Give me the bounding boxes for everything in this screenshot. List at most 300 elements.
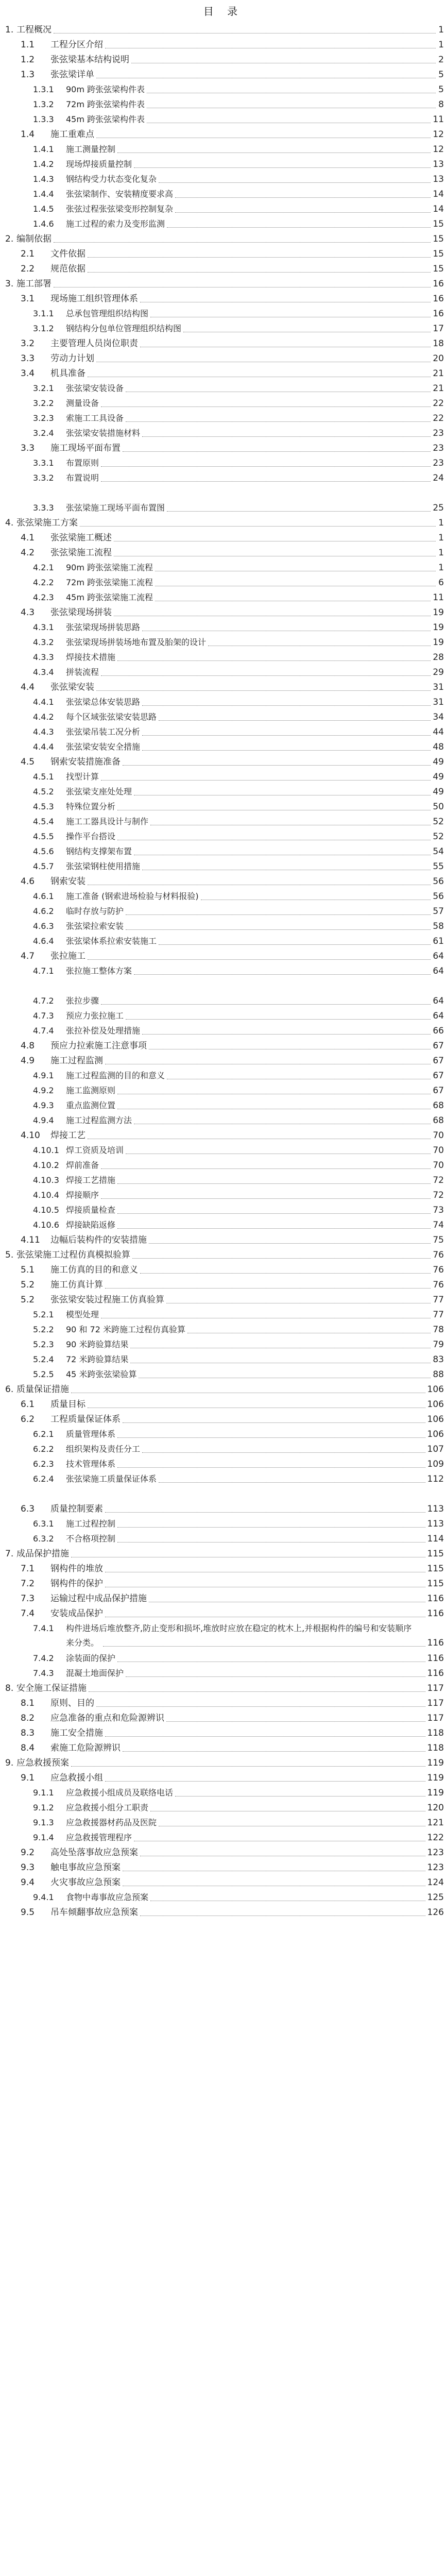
toc-entry[interactable] (0, 426, 446, 440)
toc-dot-leader (54, 242, 431, 243)
toc-entry[interactable] (0, 127, 446, 142)
toc-entry[interactable] (0, 1532, 446, 1546)
toc-entry[interactable] (0, 1577, 446, 1591)
toc-entry-page: 77 (433, 1295, 444, 1305)
toc-entry-page: 125 (427, 1892, 444, 1903)
toc-entry-title: 测量设备 (66, 398, 99, 408)
toc-entry[interactable] (0, 1741, 446, 1755)
toc-entry-page: 16 (433, 279, 444, 289)
toc-entry[interactable] (0, 262, 446, 276)
toc-entry[interactable] (0, 292, 446, 306)
toc-entry[interactable] (0, 1323, 446, 1337)
toc-entry-page: 78 (433, 1325, 444, 1335)
toc-entry-number: 5.2.3 (33, 1340, 54, 1349)
toc-entry-title: 操作平台搭设 (66, 832, 116, 841)
toc-dot-leader (134, 974, 431, 975)
toc-entry-page: 58 (433, 921, 444, 931)
toc-entry[interactable] (0, 247, 446, 261)
toc-entry-number: 4.10.1 (33, 1145, 59, 1155)
toc-entry-title: 工程概况 (16, 25, 52, 35)
toc-dot-leader (117, 1437, 425, 1438)
toc-entry[interactable] (0, 874, 446, 889)
toc-entry-title: 施工仿真的目的和意义 (50, 1265, 138, 1275)
toc-entry-number: 1.2 (21, 55, 35, 65)
toc-entry[interactable] (0, 1621, 446, 1650)
toc-entry-number: 6.2 (21, 1414, 35, 1425)
toc-entry[interactable] (0, 590, 446, 605)
toc-entry-number: 9.2 (21, 1848, 35, 1858)
toc-entry[interactable] (0, 710, 446, 724)
toc-entry[interactable] (0, 381, 446, 396)
toc-entry-number: 4.9.3 (33, 1100, 54, 1110)
toc-entry-title: 钢构件的堆放 (50, 1564, 103, 1574)
toc-entry[interactable] (0, 396, 446, 411)
toc-entry-title: 张弦梁施工过程仿真模拟验算 (16, 1250, 130, 1260)
toc-entry-title: 张弦梁施工方案 (16, 518, 78, 528)
toc-entry[interactable] (0, 680, 446, 694)
toc-entry-title: 工程质量保证体系 (50, 1414, 121, 1425)
toc-entry-title: 施工过程的索力及变形监测 (66, 219, 165, 229)
toc-entry[interactable] (0, 949, 446, 963)
toc-entry[interactable] (0, 725, 446, 739)
toc-entry-number: 9.4 (21, 1877, 35, 1888)
toc-entry[interactable] (0, 1382, 446, 1397)
toc-spacer (0, 486, 446, 500)
toc-dot-leader (140, 1273, 431, 1274)
toc-entry-number: 3.1.2 (33, 324, 54, 333)
toc-entry[interactable] (0, 1308, 446, 1322)
toc-entry[interactable] (0, 1113, 446, 1128)
toc-entry[interactable] (0, 1039, 446, 1053)
toc-entry[interactable] (0, 1069, 446, 1083)
toc-entry[interactable] (0, 82, 446, 97)
toc-entry-title: 45m 跨张弦梁构件表 (66, 114, 145, 124)
toc-entry-number: 4.9.1 (33, 1071, 54, 1080)
toc-entry-number: 5.2.2 (33, 1325, 54, 1334)
toc-entry-page: 113 (427, 1504, 444, 1514)
toc-entry-page: 19 (433, 637, 444, 648)
toc-dot-leader (175, 197, 431, 198)
toc-entry[interactable] (0, 1173, 446, 1188)
toc-entry-number: 3.3.3 (33, 503, 54, 513)
toc-entry[interactable] (0, 1009, 446, 1023)
toc-dot-leader (101, 406, 431, 407)
toc-entry-page: 119 (427, 1788, 444, 1798)
toc-entry-number: 4.10.5 (33, 1205, 59, 1215)
toc-entry-page: 116 (427, 1668, 444, 1679)
toc-entry[interactable] (0, 1427, 446, 1442)
toc-entry-title: 焊前准备 (66, 1160, 99, 1170)
toc-entry[interactable] (0, 575, 446, 590)
toc-entry[interactable] (0, 770, 446, 784)
toc-entry-title: 运输过程中成品保护措施 (50, 1594, 147, 1604)
toc-entry-number: 4.10.2 (33, 1160, 59, 1170)
toc-entry-page: 67 (433, 1041, 444, 1051)
toc-entry[interactable] (0, 1143, 446, 1158)
toc-entry[interactable] (0, 1248, 446, 1262)
toc-entry-page: 116 (427, 1638, 444, 1648)
toc-entry-page: 50 (433, 802, 444, 812)
toc-entry-title: 90 和 72 米跨施工过程仿真验算 (66, 1325, 185, 1334)
toc-entry-title: 现场焊接质量控制 (66, 159, 132, 169)
toc-entry-page: 34 (433, 712, 444, 722)
toc-entry-page: 56 (433, 891, 444, 902)
toc-dot-leader (167, 227, 431, 228)
toc-entry[interactable] (0, 785, 446, 799)
toc-entry-number: 4.4.3 (33, 727, 54, 737)
toc-entry-number: 6.2.3 (33, 1459, 54, 1469)
toc-entry-page: 28 (433, 652, 444, 663)
toc-entry[interactable] (0, 859, 446, 874)
toc-entry-number: 4.2.1 (33, 563, 54, 572)
toc-entry[interactable] (0, 1024, 446, 1038)
toc-entry-page: 74 (433, 1220, 444, 1230)
toc-entry[interactable] (0, 919, 446, 934)
toc-entry[interactable] (0, 1188, 446, 1202)
toc-entry[interactable] (0, 441, 446, 455)
toc-entry[interactable] (0, 1562, 446, 1576)
toc-entry[interactable] (0, 351, 446, 366)
toc-entry-number: 8.1 (21, 1698, 35, 1708)
toc-entry-page: 13 (433, 159, 444, 170)
toc-entry-number: 3.3.1 (33, 458, 54, 468)
toc-entry-title: 施工过程监测 (50, 1056, 103, 1066)
toc-entry[interactable] (0, 1054, 446, 1068)
toc-entry-number: 4. (5, 518, 14, 528)
toc-entry-title: 组织架构及责任分工 (66, 1444, 141, 1454)
toc-entry-page: 64 (433, 1011, 444, 1021)
toc-entry-title: 钢构件的保护 (50, 1579, 103, 1589)
toc-entry-page: 22 (433, 398, 444, 409)
toc-entry-title: 找型计算 (66, 772, 99, 782)
toc-entry[interactable] (0, 1860, 446, 1875)
toc-entry-page: 109 (427, 1459, 444, 1469)
toc-dot-leader (142, 735, 431, 736)
toc-entry[interactable] (0, 635, 446, 650)
toc-entry-number: 4.11 (21, 1235, 40, 1245)
toc-entry-number: 4.5.7 (33, 861, 54, 871)
toc-entry-page: 114 (427, 1534, 444, 1544)
toc-entry-title: 张弦梁支座处处理 (66, 787, 132, 796)
toc-entry[interactable] (0, 172, 446, 187)
toc-entry-title: 应急救援小组成员及联络电话 (66, 1788, 174, 1798)
toc-entry[interactable] (0, 1472, 446, 1486)
toc-entry-title: 张弦梁安装安全措施 (66, 742, 141, 752)
toc-entry[interactable] (0, 1218, 446, 1232)
toc-entry[interactable] (0, 1651, 446, 1666)
toc-entry-title: 编制依据 (16, 234, 52, 244)
toc-entry-page: 116 (427, 1594, 444, 1604)
toc-entry[interactable] (0, 1278, 446, 1292)
toc-entry-number: 3.2.2 (33, 398, 54, 408)
toc-entry[interactable] (0, 142, 446, 157)
toc-entry[interactable] (0, 740, 446, 754)
toc-entry[interactable] (0, 934, 446, 948)
toc-dot-leader (101, 466, 431, 467)
toc-entry-page: 25 (433, 503, 444, 513)
toc-entry-title: 规范依据 (50, 264, 85, 274)
toc-entry-page: 64 (433, 966, 444, 976)
toc-entry[interactable] (0, 1591, 446, 1606)
toc-entry[interactable] (0, 217, 446, 231)
toc-entry-number: 4.7.2 (33, 996, 54, 1006)
toc-entry-number: 5. (5, 1250, 14, 1260)
toc-entry-page: 1 (438, 533, 444, 543)
toc-entry-page: 49 (433, 772, 444, 782)
toc-entry[interactable] (0, 1412, 446, 1427)
page-title: 目 录 (203, 5, 243, 18)
toc-entry[interactable] (0, 1726, 446, 1740)
toc-entry-title: 张弦梁基本结构说明 (50, 55, 129, 65)
toc-entry-page: 113 (427, 1519, 444, 1529)
toc-entry[interactable] (0, 755, 446, 769)
toc-entry-title: 总承包管理组织结构图 (66, 309, 149, 318)
toc-entry-title: 重点监测位置 (66, 1100, 116, 1110)
toc-entry[interactable] (0, 1158, 446, 1173)
toc-entry-title: 90m 跨张弦梁施工流程 (66, 563, 153, 572)
toc-spacer (0, 1487, 446, 1501)
toc-entry[interactable] (0, 829, 446, 844)
toc-entry[interactable] (0, 1711, 446, 1725)
toc-entry-page: 16 (433, 294, 444, 304)
toc-entry[interactable] (0, 38, 446, 52)
toc-entry-title: 火灾事故应急预案 (50, 1877, 121, 1888)
toc-entry-title: 原则、目的 (50, 1698, 94, 1708)
toc-entry[interactable] (0, 1442, 446, 1456)
toc-entry-page: 1 (438, 563, 444, 573)
toc-entry-page: 106 (427, 1384, 444, 1395)
toc-entry-page: 124 (427, 1877, 444, 1888)
toc-entry[interactable] (0, 1681, 446, 1696)
toc-entry[interactable] (0, 1771, 446, 1785)
toc-entry-title: 索施工工具设备 (66, 413, 124, 423)
toc-dot-leader (88, 959, 431, 960)
toc-entry-title: 现场施工组织管理体系 (50, 294, 138, 304)
toc-entry-page: 79 (433, 1340, 444, 1350)
toc-entry-page: 23 (433, 458, 444, 468)
toc-entry[interactable] (0, 321, 446, 336)
toc-entry-page: 31 (433, 697, 444, 707)
toc-entry-title: 72m 跨张弦梁构件表 (66, 99, 145, 109)
toc-entry-title: 钢索安装 (50, 876, 85, 887)
toc-entry[interactable] (0, 366, 446, 381)
toc-dot-leader (117, 1527, 425, 1528)
toc-entry-title: 张弦梁施工流程 (50, 548, 112, 558)
toc-entry-title: 焊工资质及培训 (66, 1145, 124, 1155)
toc-entry[interactable] (0, 1517, 446, 1531)
toc-entry-number: 1. (5, 25, 14, 35)
toc-entry-number: 4.7.1 (33, 966, 54, 976)
toc-entry[interactable] (0, 1606, 446, 1621)
toc-entry[interactable] (0, 53, 446, 67)
toc-entry-title: 触电事故应急预案 (50, 1862, 121, 1873)
toc-entry[interactable] (0, 1666, 446, 1681)
toc-entry[interactable] (0, 695, 446, 709)
toc-entry[interactable] (0, 1293, 446, 1307)
toc-entry[interactable] (0, 605, 446, 620)
toc-entry-title: 施工仿真计算 (50, 1280, 103, 1290)
toc-entry-page: 44 (433, 727, 444, 737)
toc-entry[interactable] (0, 1890, 446, 1905)
toc-entry-title: 45m 跨张弦梁施工流程 (66, 592, 153, 602)
toc-entry-page: 106 (427, 1429, 444, 1439)
toc-entry-number: 9.1.3 (33, 1818, 54, 1827)
toc-entry[interactable] (0, 1203, 446, 1217)
toc-entry[interactable] (0, 67, 446, 82)
toc-entry-title: 90m 跨张弦梁构件表 (66, 84, 145, 94)
toc-dot-leader (117, 152, 431, 153)
toc-dot-leader (142, 1452, 425, 1453)
toc-entry-page: 119 (427, 1758, 444, 1768)
toc-entry[interactable] (0, 277, 446, 291)
toc-entry-title: 预应力拉索施工注意事项 (50, 1041, 147, 1051)
toc-entry-title: 技术管理体系 (66, 1459, 116, 1469)
toc-entry-page: 72 (433, 1190, 444, 1200)
toc-entry[interactable] (0, 1502, 446, 1516)
toc-entry-number: 3.3 (21, 353, 35, 364)
toc-entry-title: 应急救援小组 (50, 1773, 103, 1783)
toc-entry-title: 应急救援管理程序 (66, 1833, 132, 1842)
toc-entry-title: 施工过程监测的目的和意义 (66, 1071, 165, 1080)
toc-entry-page: 70 (433, 1145, 444, 1156)
toc-dot-leader (142, 1034, 431, 1035)
toc-entry[interactable] (0, 1816, 446, 1830)
toc-entry[interactable] (0, 1337, 446, 1352)
toc-entry[interactable] (0, 904, 446, 919)
toc-entry[interactable] (0, 336, 446, 351)
toc-entry-page: 122 (427, 1833, 444, 1843)
toc-entry[interactable] (0, 202, 446, 216)
toc-entry-number: 6.1 (21, 1399, 35, 1410)
toc-entry-title: 钢结构支撑架布置 (66, 846, 132, 856)
toc-entry[interactable] (0, 620, 446, 635)
toc-entry-page: 19 (433, 622, 444, 633)
toc-entry[interactable] (0, 1875, 446, 1890)
toc-entry-number: 4.3.2 (33, 637, 54, 647)
toc-entry-page: 64 (433, 951, 444, 961)
toc-entry[interactable] (0, 307, 446, 321)
toc-entry[interactable] (0, 889, 446, 904)
toc-entry-title: 72 米跨验算结果 (66, 1354, 129, 1364)
toc-entry[interactable] (0, 994, 446, 1008)
toc-entry[interactable] (0, 844, 446, 859)
toc-entry-title: 张弦梁制作、安装精度要求高 (66, 189, 174, 199)
toc-entry[interactable] (0, 1845, 446, 1860)
toc-entry-title: 张弦梁施工质量保证体系 (66, 1474, 157, 1484)
toc-entry-page: 19 (433, 607, 444, 618)
toc-dot-leader (159, 1482, 425, 1483)
toc-entry[interactable] (0, 112, 446, 127)
toc-entry[interactable] (0, 157, 446, 172)
toc-entry[interactable] (0, 546, 446, 560)
toc-entry[interactable] (0, 665, 446, 680)
toc-entry[interactable] (0, 232, 446, 246)
toc-entry[interactable] (0, 23, 446, 37)
toc-entry-title: 特殊位置分析 (66, 802, 116, 811)
toc-entry[interactable] (0, 1457, 446, 1471)
toc-entry-page: 31 (433, 682, 444, 692)
toc-entry-page: 11 (433, 592, 444, 603)
toc-entry[interactable] (0, 1098, 446, 1113)
toc-entry-title: 临时存放与防护 (66, 906, 124, 916)
toc-entry-page: 120 (427, 1803, 444, 1813)
toc-entry-title: 文件依据 (50, 249, 85, 259)
toc-entry[interactable] (0, 964, 446, 978)
toc-entry[interactable] (0, 501, 446, 515)
toc-entry-page: 23 (433, 428, 444, 438)
toc-entry-number: 3.1 (21, 294, 35, 304)
toc-entry[interactable] (0, 800, 446, 814)
toc-entry-number: 9.3 (21, 1862, 35, 1873)
toc-entry-number: 4.5.3 (33, 802, 54, 811)
toc-entry[interactable] (0, 1547, 446, 1561)
toc-entry-number: 9. (5, 1758, 14, 1768)
toc-entry[interactable] (0, 1696, 446, 1710)
toc-entry[interactable] (0, 1905, 446, 1920)
toc-entry[interactable] (0, 1083, 446, 1098)
toc-entry-title: 应急准备的重点和危险源辨识 (50, 1713, 164, 1723)
toc-dot-leader (88, 257, 431, 258)
toc-entry-page: 117 (427, 1698, 444, 1708)
toc-dot-leader (105, 1512, 425, 1513)
toc-entry-title: 张弦梁现场拼装 (50, 607, 112, 618)
toc-entry[interactable] (0, 97, 446, 112)
toc-entry-number: 7. (5, 1549, 14, 1559)
toc-entry[interactable] (0, 1233, 446, 1247)
toc-entry-number: 4.10.3 (33, 1175, 59, 1185)
toc-entry[interactable] (0, 815, 446, 829)
toc-entry-number: 7.2 (21, 1579, 35, 1589)
toc-entry-page: 64 (433, 996, 444, 1006)
toc-entry[interactable] (0, 516, 446, 530)
toc-dot-leader (159, 182, 431, 183)
toc-entry-title: 张弦梁现场拼装场地布置及胎架的设计 (66, 637, 207, 647)
toc-entry-number: 4.5.6 (33, 846, 54, 856)
toc-entry-page: 49 (433, 787, 444, 797)
toc-entry-page: 68 (433, 1100, 444, 1111)
toc-entry[interactable] (0, 187, 446, 201)
toc-entry-title: 张弦梁体系拉索安装施工 (66, 936, 157, 946)
toc-entry[interactable] (0, 1756, 446, 1770)
toc-entry[interactable] (0, 561, 446, 575)
toc-entry-number: 8.2 (21, 1713, 35, 1723)
toc-entry[interactable] (0, 1831, 446, 1845)
toc-dot-leader (159, 720, 431, 721)
toc-entry-page: 1 (438, 25, 444, 35)
toc-entry[interactable] (0, 1786, 446, 1800)
toc-entry-page: 54 (433, 846, 444, 857)
toc-entry[interactable] (0, 1801, 446, 1815)
toc-entry[interactable] (0, 1397, 446, 1412)
toc-entry-page: 23 (433, 443, 444, 453)
toc-entry[interactable] (0, 531, 446, 545)
toc-entry-number: 7.3 (21, 1594, 35, 1604)
toc-entry[interactable] (0, 1128, 446, 1143)
toc-entry-title: 张拉施工整体方案 (66, 966, 132, 976)
toc-entry[interactable] (0, 1263, 446, 1277)
toc-entry-number: 6.2.2 (33, 1444, 54, 1454)
toc-entry[interactable] (0, 456, 446, 470)
toc-entry[interactable] (0, 650, 446, 665)
toc-entry-page: 73 (433, 1205, 444, 1215)
toc-entry[interactable] (0, 411, 446, 426)
toc-entry[interactable] (0, 1367, 446, 1382)
toc-entry-title: 张弦梁钢柱使用措施 (66, 861, 141, 871)
toc-entry-title: 45 米跨张弦梁验算 (66, 1369, 137, 1379)
toc-entry[interactable] (0, 1352, 446, 1367)
toc-dot-leader (142, 436, 431, 437)
toc-entry[interactable] (0, 471, 446, 485)
